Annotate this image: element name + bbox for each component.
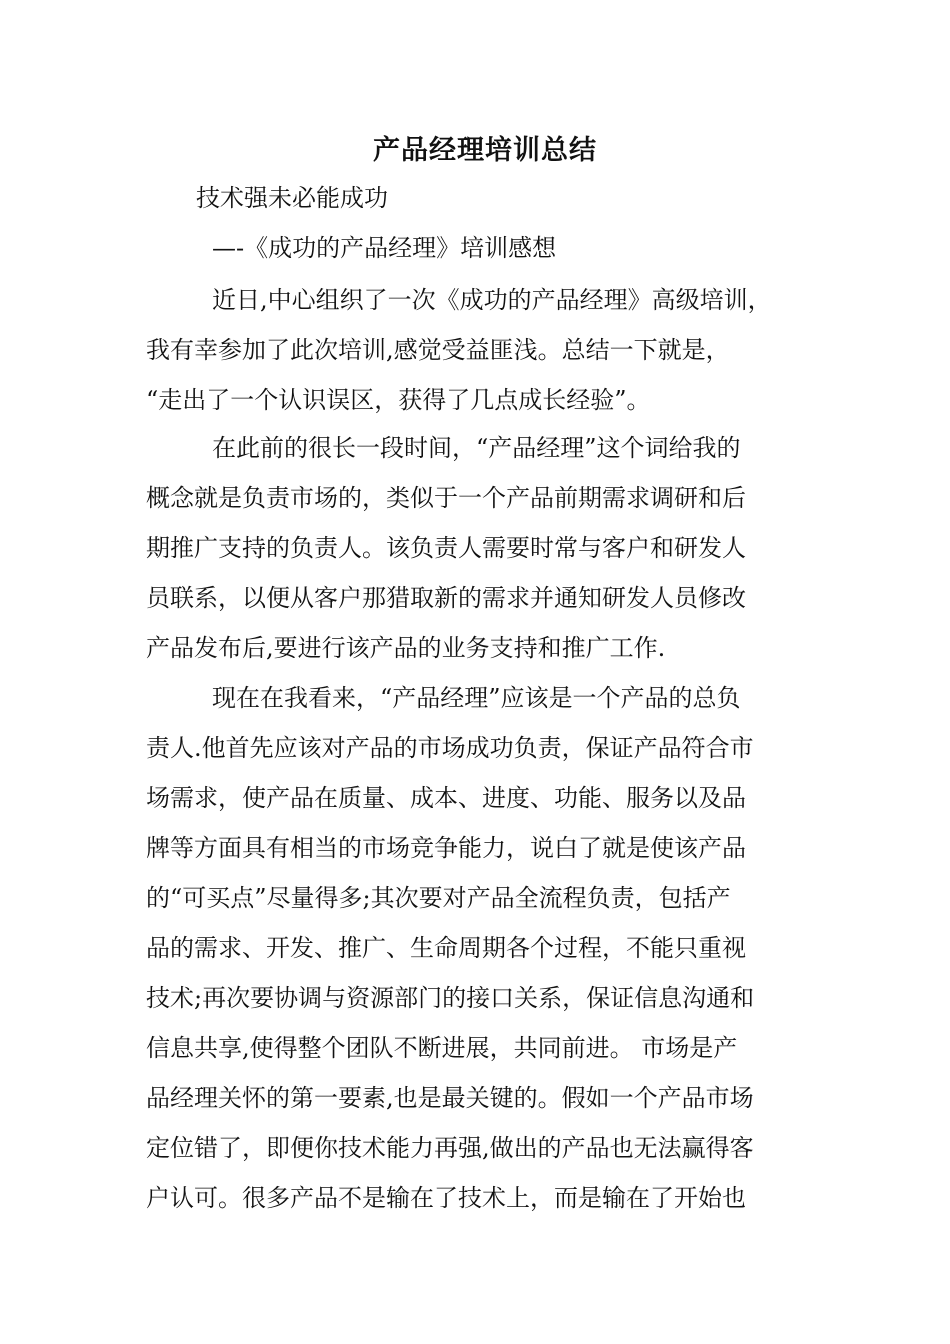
body-line: 现在在我看来，“产品经理”应该是一个产品的总负 bbox=[212, 684, 741, 712]
body-line: 产品发布后,要进行该产品的业务支持和推广工作. bbox=[146, 634, 666, 662]
body-line: 户认可。很多产品不是输在了技术上，而是输在了开始也 bbox=[146, 1184, 746, 1212]
body-line: 概念就是负责市场的，类似于一个产品前期需求调研和后 bbox=[146, 484, 746, 512]
body-line: 技术;再次要协调与资源部门的接口关系，保证信息沟通和 bbox=[146, 984, 755, 1012]
body-line: 场需求，使产品在质量、成本、进度、功能、服务以及品 bbox=[146, 784, 746, 812]
body-line: 在此前的很长一段时间，“产品经理”这个词给我的 bbox=[212, 434, 741, 462]
body-line: 我有幸参加了此次培训,感觉受益匪浅。总结一下就是， bbox=[146, 336, 730, 364]
body-line: 品经理关怀的第一要素,也是最关键的。假如一个产品市场 bbox=[146, 1084, 754, 1112]
document-title: 产品经理培训总结 bbox=[373, 135, 597, 166]
body-line: “走出了一个认识误区，获得了几点成长经验”。 bbox=[146, 386, 651, 414]
body-line: 定位错了，即便你技术能力再强,做出的产品也无法赢得客 bbox=[146, 1134, 754, 1162]
body-line: 信息共享,使得整个团队不断进展，共同前进。 市场是产 bbox=[146, 1034, 738, 1062]
subtitle-line: 技术强未必能成功 bbox=[196, 184, 388, 212]
subtitle-line: —-《成功的产品经理》培训感想 bbox=[212, 234, 557, 262]
body-line: 品的需求、开发、推广、生命周期各个过程，不能只重视 bbox=[146, 934, 746, 962]
body-line: 的“可买点”尽量得多;其次要对产品全流程负责，包括产 bbox=[146, 884, 731, 912]
body-line: 员联系，以便从客户那猎取新的需求并通知研发人员修改 bbox=[146, 584, 746, 612]
body-line: 牌等方面具有相当的市场竞争能力，说白了就是使该产品 bbox=[146, 834, 746, 862]
body-line: 责人.他首先应该对产品的市场成功负责，保证产品符合市 bbox=[146, 734, 754, 762]
body-line: 期推广支持的负责人。该负责人需要时常与客户和研发人 bbox=[146, 534, 746, 562]
body-line: 近日,中心组织了一次《成功的产品经理》高级培训， bbox=[212, 286, 772, 314]
